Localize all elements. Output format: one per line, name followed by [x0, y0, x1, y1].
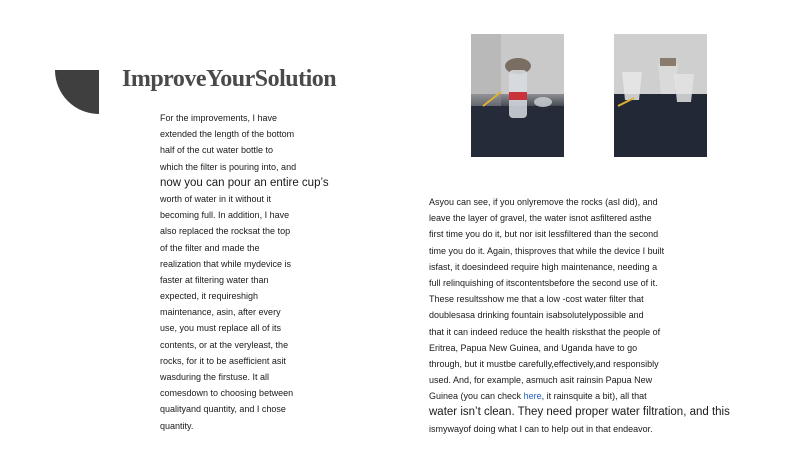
right-line: leave the layer of gravel, the water isnot asfiltered asthe: [429, 213, 652, 224]
left-line: expected, it requireshigh: [160, 291, 259, 302]
left-line: extended the length of the bottom: [160, 129, 295, 140]
left-line: also replaced the rocksat the top: [160, 226, 291, 237]
right-line: doublesasa drinking fountain isabsolutelypossible and: [429, 310, 644, 321]
page-title: ImproveYourSolution: [122, 66, 337, 92]
right-line-with-link: [429, 388, 738, 404]
right-paragraph: [429, 194, 738, 437]
corner-decoration: [55, 70, 99, 114]
right-line: Eritrea, Papua New Guinea, and Uganda have to go: [429, 342, 638, 353]
filter-bottle-photo: [471, 34, 564, 157]
left-line: realization that while mydevice is: [160, 258, 292, 269]
right-line: that it can indeed reduce the health risksthat the people of: [429, 326, 661, 337]
link-line-before: Guinea (you can check: [429, 391, 524, 402]
left-line: half of the cut water bottle to: [160, 145, 274, 156]
left-paragraph: [160, 110, 340, 434]
right-line: These resultsshow me that a low -cost water filter that: [429, 294, 644, 305]
left-line: of the filter and made the: [160, 242, 260, 253]
left-line: maintenance, asin, after every: [160, 307, 281, 318]
right-line: used. And, for example, asmuch asit rainsin Papua New: [429, 375, 653, 386]
left-line: wasduring the firstuse. It all: [160, 372, 270, 382]
left-line: which the filter is pouring into, and: [160, 161, 297, 172]
left-line: worth of water in it without it: [160, 193, 272, 204]
right-line: time you do it. Again, thisproves that while the device I built: [429, 245, 665, 256]
left-line: comesdown to choosing between: [160, 388, 294, 399]
right-line: water isn’t clean. They need proper water filtration, and this: [429, 406, 730, 419]
left-line: rocks, for it to be asefficient asit: [160, 355, 286, 366]
right-line: full relinquishing of itscontentsbefore the second use of it.: [429, 277, 658, 288]
right-line: ismywayof doing what I can to help out in that endeavor.: [429, 423, 653, 434]
filtered-water-cups-photo: [614, 34, 707, 157]
left-line: faster at filtering water than: [160, 274, 269, 285]
left-line: For the improvements, I have: [160, 113, 278, 123]
left-line: qualityand quantity, and I chose: [160, 404, 286, 415]
link-line-after: , it rainsquite a bit), all that: [541, 391, 647, 402]
right-line: isfast, it doesindeed require high maintenance, needing a: [429, 261, 658, 272]
left-line: use, you must replace all of its: [160, 323, 282, 334]
here-link[interactable]: here: [523, 391, 542, 402]
left-line: quantity.: [160, 420, 194, 431]
right-line: Asyou can see, if you onlyremove the rocks (asI did), and: [429, 197, 658, 207]
left-line: contents, or at the veryleast, the: [160, 339, 289, 350]
left-line: becoming full. In addition, I have: [160, 210, 290, 221]
right-line: through, but it mustbe carefully,effectively,and responsibly: [429, 358, 659, 369]
right-line: first time you do it, but nor isit lessfiltered than the second: [429, 229, 659, 240]
left-line: now you can pour an entire cup’s: [160, 176, 329, 189]
